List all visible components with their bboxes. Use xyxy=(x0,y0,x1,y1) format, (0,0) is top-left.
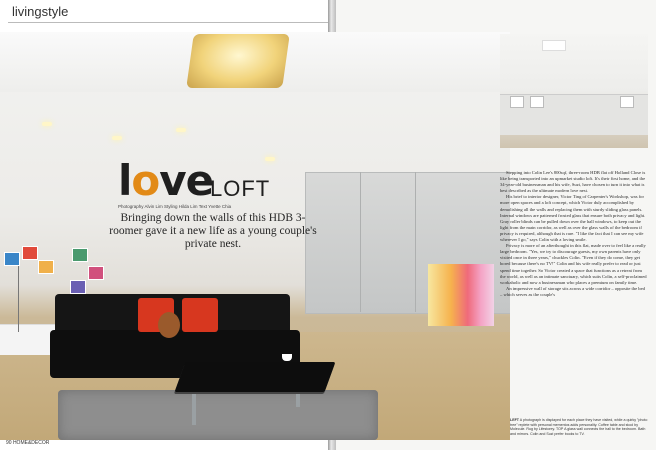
photo-tree-card xyxy=(72,248,88,262)
grey-rug xyxy=(58,390,378,440)
caption-lead: LEFT xyxy=(510,418,519,422)
header-rule xyxy=(8,22,328,23)
coffee-table xyxy=(175,362,336,392)
body-paragraph: Stepping into Colin Lee's 800sqf, three-room HDB flat off Holland Close is like being transported into an upmarket studio loft. It's their first home, and the 34-year-old businessman and his wife, Suzi, have chosen to turn it into what is best described as the ultimate modern love nest. xyxy=(500,170,646,194)
red-cushion xyxy=(182,298,218,332)
headline-loft: LOFT xyxy=(210,176,271,201)
cabinet-panel-line xyxy=(415,172,416,312)
photo-tree-card xyxy=(22,246,38,260)
body-paragraph: Privacy is more of an afterthought in this flat, made over to feel like a really large bedroom. "Yes, we try to discourage guests, my own parents have only visited once in three years," chuckles Colin. "Even if they do come, they get bored because there's no TV!" Colin and his wife really prefer to read or just spend time together. So Victor created a space that functions as a retreat from the world, as well as an intimate sanctuary, which suits Colin, a self-proclaimed workaholic and now a businessman who places a premium on family time. xyxy=(500,243,647,285)
photo-tree-card xyxy=(70,280,86,294)
downlight xyxy=(42,122,52,126)
caption-text: A photograph is displayed for each place they have visited, while a quirky "photo tree" replete with personal mementos adds personality. Coffee table and stool by Molecule. Rug by Lifestorey. TOP A glass wall connects the hall to the bedroom. Bath and mirrors. Colin and Suzi prefer books to TV. xyxy=(510,418,648,436)
section-label: livingstyle xyxy=(12,4,69,19)
photo-tree-card xyxy=(4,252,20,266)
photo-caption xyxy=(510,418,648,436)
photo-tree-stem xyxy=(18,262,19,332)
coffee-cup xyxy=(282,354,292,361)
inset-frame xyxy=(530,96,544,108)
body-paragraph: His brief to interior designer, Victor Ting of Carpenter's Workshop, was for more open spaces and a loft concept, which Victor duly accomplished by demolishing all the walls and replacing them with sturdy sliding glass panels. Internal windows are patterned frosted glass that ensure both privacy and light. Gray roller blinds can be pulled down over the hall windows, to keep out the light from the main corridor, as well as over the glass walls of the bedroom if privacy is required, although that is rare. "I like the fact that I can see my wife wherever I go," says Colin with a loving smile. xyxy=(500,194,646,243)
inset-photo xyxy=(500,34,648,148)
rainbow-painting xyxy=(428,264,494,326)
downlight xyxy=(176,128,186,132)
headline-love-accent: o xyxy=(131,156,160,205)
downlight xyxy=(112,136,122,140)
photo-tree-card xyxy=(88,266,104,280)
side-shelf xyxy=(0,324,55,355)
headline-love-text: love xyxy=(118,156,214,205)
inset-frame xyxy=(510,96,524,108)
teddy-bear xyxy=(158,312,180,338)
headline-love xyxy=(118,156,214,205)
skylight xyxy=(542,40,566,51)
standfirst: Bringing down the walls of this HDB 3-roomer gave it a new life as a young couple's private nest. xyxy=(109,212,317,250)
table-leg xyxy=(192,387,196,425)
page-folio: 90 HOME&DECOR xyxy=(6,440,50,446)
article-body xyxy=(500,170,648,298)
cabinet-panel-line xyxy=(360,172,361,312)
ceiling-lamp xyxy=(186,34,290,88)
inset-frame xyxy=(620,96,634,108)
photo-tree-card xyxy=(38,260,54,274)
downlight xyxy=(265,157,275,161)
photo-credits: Photography Alvin Lim Styling Hilda Lim Text Yvette Chia xyxy=(118,204,232,209)
body-paragraph: An impressive wall of storage sits across a wide corridor – opposite the bed – which serves as the couple's xyxy=(500,285,645,297)
